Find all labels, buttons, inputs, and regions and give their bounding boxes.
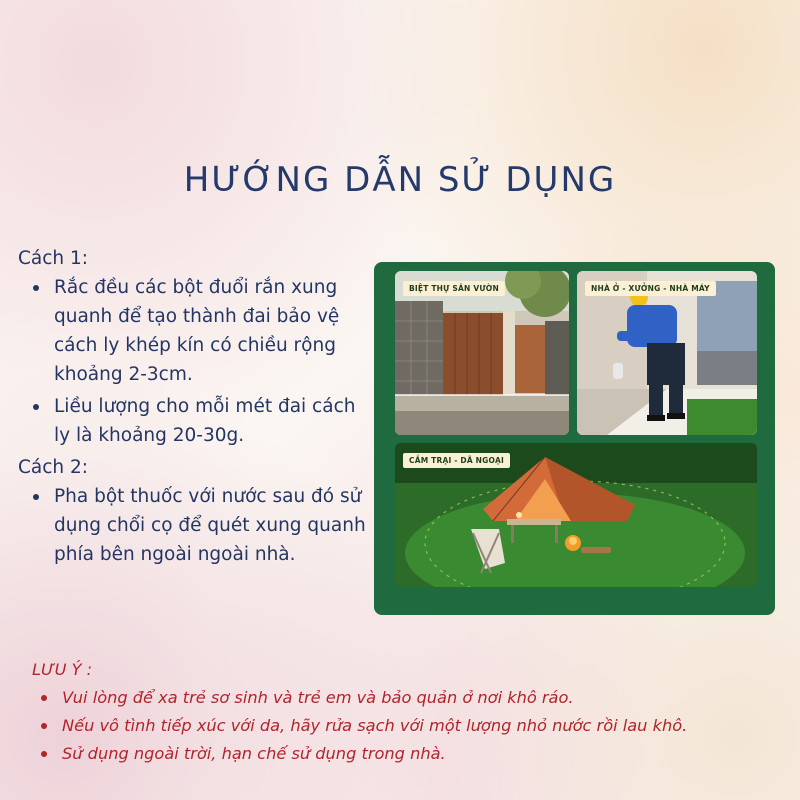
usage-note	[32, 656, 792, 768]
camping-tent-photo	[395, 443, 757, 587]
method-1-step-2: Liều lượng cho mỗi mét đai cách ly là khoảng 20-30g.	[54, 392, 368, 450]
method-1-heading: Cách 1:	[18, 248, 89, 269]
page-title: HƯỚNG DẪN SỬ DỤNG	[183, 160, 617, 200]
usage-photo-panel	[374, 262, 775, 615]
note-list	[32, 684, 792, 768]
worker-spraying-photo	[577, 271, 757, 435]
note-heading: LƯU Ý :	[32, 660, 93, 679]
method-1-step-1: Rắc đều các bột đuổi rắn xung quanh để tạo thành đai bảo vệ cách ly khép kín có chiều rộng khoảng 2-3cm.	[54, 273, 368, 389]
usage-instructions	[18, 244, 368, 572]
method-2-steps	[18, 482, 368, 569]
photo-label-camping: CẮM TRẠI - DÃ NGOẠI	[403, 453, 510, 468]
photo-label-villa: BIỆT THỰ SÂN VƯỜN	[403, 281, 505, 296]
method-2-heading: Cách 2:	[18, 457, 89, 478]
method-1-steps	[18, 273, 368, 450]
method-2-step-1: Pha bột thuốc với nước sau đó sử dụng chổi cọ để quét xung quanh phía bên ngoài ngoài nhà.	[54, 482, 368, 569]
note-item-2: Nếu vô tình tiếp xúc với da, hãy rửa sạch với một lượng nhỏ nước rồi lau khô.	[62, 712, 792, 740]
villa-garden-photo	[395, 271, 569, 435]
photo-label-house-factory: NHÀ Ở - XƯỞNG - NHÀ MÁY	[585, 281, 716, 296]
note-item-1: Vui lòng để xa trẻ sơ sinh và trẻ em và bảo quản ở nơi khô ráo.	[62, 684, 792, 712]
note-item-3: Sử dụng ngoài trời, hạn chế sử dụng trong nhà.	[62, 740, 792, 768]
